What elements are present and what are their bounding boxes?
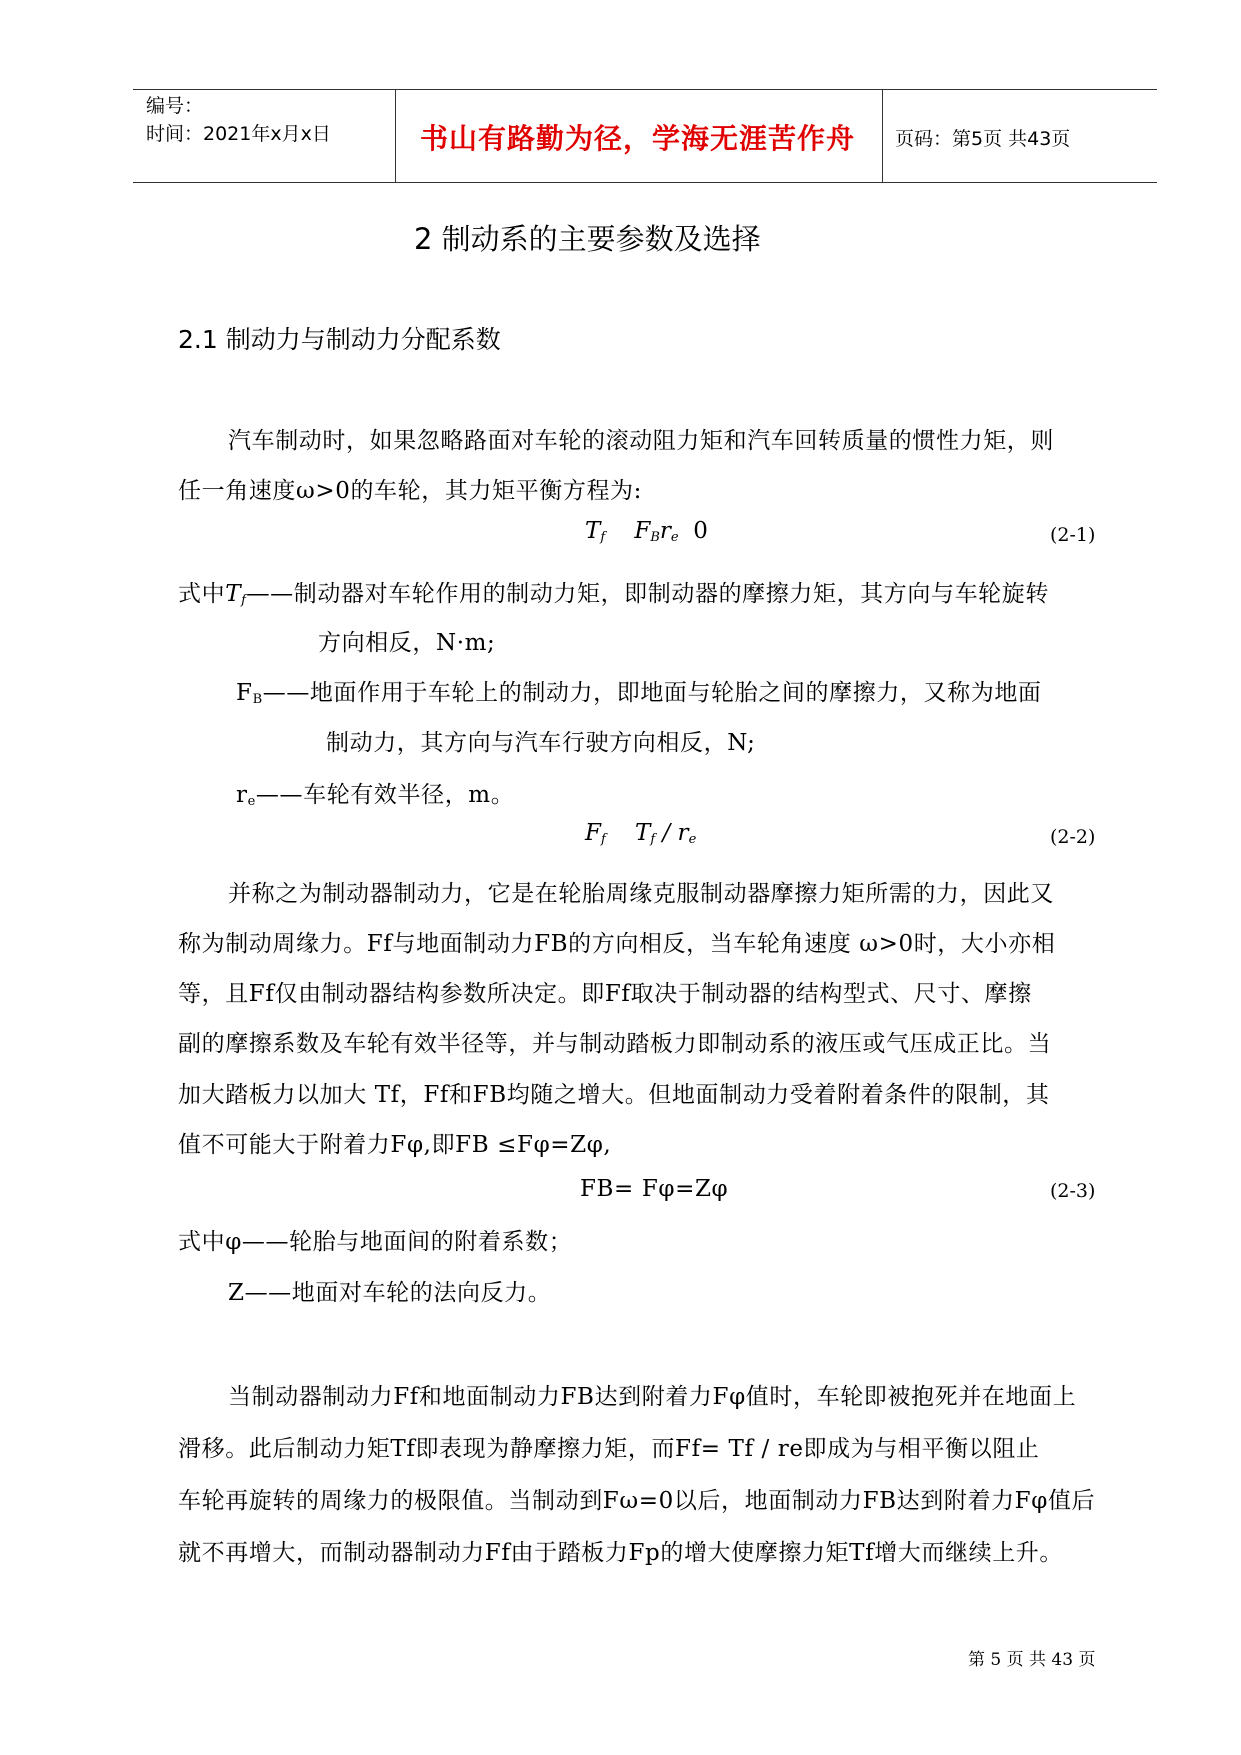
paragraph-line: 加大踏板力以加大 Tf，Ff和FB均随之增大。但地面制动力受着附着条件的限制，其: [178, 1082, 1050, 1108]
paragraph-line: 车轮再旋转的周缘力的极限值。当制动到Fω=0以后，地面制动力FB达到附着力Fφ值后: [178, 1488, 1096, 1514]
header-top-border: [133, 89, 1157, 90]
paragraph-line: Z——地面对车轮的法向反力。: [228, 1280, 552, 1306]
paragraph-line: 并称之为制动器制动力，它是在轮胎周缘克服制动器摩擦力矩所需的力，因此又: [228, 881, 1054, 907]
definition-re-line: [236, 776, 514, 809]
equation-2-1: $T_f$ $F_Br_e$ 0: [585, 518, 708, 545]
header-divider-right: [882, 89, 883, 182]
chapter-title: 2 制动系的主要参数及选择: [414, 222, 761, 256]
header-divider-left: [395, 89, 396, 182]
definition-tf-line: [178, 575, 1049, 608]
equation-2-3: FB= Fφ=Zφ: [580, 1176, 729, 1202]
paragraph-line: 等，且Ff仅由制动器结构参数所决定。即Ff取决于制动器的结构型式、尺寸、摩擦: [178, 981, 1032, 1007]
header-bottom-border: [133, 182, 1157, 183]
header-time-label: 时间：2021年x月x日: [146, 123, 331, 145]
definition-prefix: 式中: [178, 581, 226, 607]
paragraph-line: 称为制动周缘力。Ff与地面制动力FB的方向相反，当车轮角速度 ω>0时，大小亦相: [178, 931, 1056, 957]
definition-fb-line: [236, 674, 1042, 707]
paragraph-line: 就不再增大，而制动器制动力Ff由于踏板力Fp的增大使摩擦力矩Tf增大而继续上升。: [178, 1540, 1064, 1566]
symbol-re: $r_e$: [236, 782, 256, 809]
paragraph-line: 值不可能大于附着力Fφ,即FB ≤Fφ=Zφ,: [178, 1132, 612, 1158]
paragraph-line: 汽车制动时，如果忽略路面对车轮的滚动阻力矩和汽车回转质量的惯性力矩，则: [228, 428, 1054, 454]
section-heading: 2.1 制动力与制动力分配系数: [178, 325, 501, 354]
equation-number: (2-3): [1050, 1180, 1096, 1202]
symbol-fb: $F_B$: [236, 680, 263, 707]
header-motto: 书山有路勤为径，学海无涯苦作舟: [420, 122, 856, 155]
paragraph-line: 滑移。此后制动力矩Tf即表现为静摩擦力矩，而Ff= Tf / re即成为与相平衡以阻止: [178, 1436, 1040, 1462]
paragraph-line: 制动力，其方向与汽车行驶方向相反，N;: [326, 730, 756, 756]
header-serial-label: 编号：: [146, 95, 204, 117]
definition-text: ——制动器对车轮作用的制动力矩，即制动器的摩擦力矩，其方向与车轮旋转: [246, 581, 1049, 607]
paragraph-line: 副的摩擦系数及车轮有效半径等，并与制动踏板力即制动系的液压或气压成正比。当: [178, 1031, 1052, 1057]
paragraph-line: 式中φ——轮胎与地面间的附着系数；: [178, 1229, 573, 1255]
equation-2-2: $F_f$ $T_f / r_e$: [585, 820, 697, 847]
symbol-tf: $T_f$: [225, 581, 247, 608]
paragraph-line: 任一角速度ω>0的车轮，其力矩平衡方程为:: [178, 478, 643, 504]
header-page-info: 页码：第5页 共43页: [895, 128, 1071, 150]
paragraph-line: 当制动器制动力Ff和地面制动力FB达到附着力Fφ值时，车轮即被抱死并在地面上: [228, 1384, 1077, 1410]
equation-number: (2-1): [1050, 524, 1096, 546]
definition-text: ——车轮有效半径，m。: [255, 782, 515, 808]
paragraph-line: 方向相反，N·m;: [318, 630, 496, 656]
page-footer: 第 5 页 共 43 页: [968, 1650, 1096, 1670]
definition-text: ——地面作用于车轮上的制动力，即地面与轮胎之间的摩擦力，又称为地面: [262, 680, 1042, 706]
equation-number: (2-2): [1050, 826, 1096, 848]
